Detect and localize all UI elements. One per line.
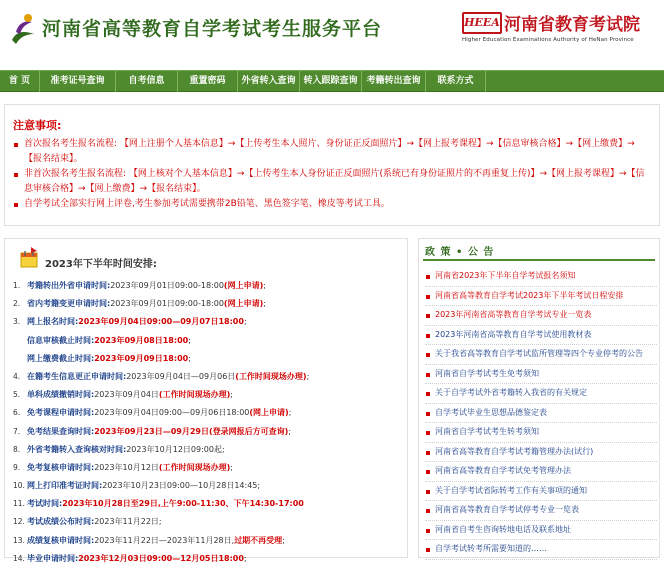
- news-link[interactable]: 2023年河南省高等教育自学考试使用教材表: [425, 326, 657, 346]
- schedule-row-value: 2023年09月01日09:00-18:00: [110, 281, 224, 290]
- schedule-row-number: 11.: [13, 499, 25, 509]
- brand-name: 河南省教育考试院: [504, 15, 640, 35]
- notice-item: 非首次报名考生报名流程: 【网上核对个人基本信息】→【上传考生本人身份证正反面照片(系统已有身份证照片的不再重复上传)】→【网上报考课程】→【信息审核合格】→【网上缴费】→【报名结束】。: [13, 167, 651, 197]
- schedule-panel: [4, 238, 408, 563]
- schedule-row-value: 2023年11月22日—2023年11月28日,: [94, 535, 235, 545]
- schedule-row-value: 2023年09月01日09:00-18:00: [110, 299, 224, 309]
- schedule-row-end: ;: [288, 408, 292, 418]
- schedule-row-number: 10.: [13, 481, 25, 491]
- nav-exam-info[interactable]: 自考信息: [116, 71, 178, 92]
- news-link[interactable]: 河南省高等教育自学考试考籍管理办法(试行): [425, 443, 657, 463]
- schedule-row: [13, 441, 407, 459]
- schedule-row: [13, 295, 407, 313]
- schedule-row-number: 6.: [13, 408, 21, 418]
- news-list: [425, 267, 657, 560]
- schedule-row-number: 7.: [13, 426, 21, 436]
- news-link[interactable]: 河南省高等教育自学考试2023年下半年考试日程安排: [425, 287, 657, 307]
- site-header: [0, 0, 664, 62]
- brand-subtitle: Higher Education Examinations Authority of HeNan Province: [462, 37, 634, 43]
- schedule-row: [13, 332, 407, 350]
- schedule-row-label: 免考结果查询时间:: [27, 426, 95, 436]
- news-link[interactable]: 关于自学考试外省考籍转入我省的有关规定: [425, 384, 657, 404]
- schedule-row-note: (工作时间现场办理): [158, 390, 231, 400]
- schedule-row: [13, 459, 407, 477]
- schedule-row: [13, 350, 407, 368]
- schedule-row-number: 13.: [13, 535, 25, 545]
- schedule-row-end: ;: [263, 299, 266, 309]
- news-link[interactable]: 河南省自考生咨询转地电话及联系地址: [425, 521, 657, 541]
- schedule-row-end: ;: [257, 481, 261, 491]
- schedule-row-note: 2023年10月28日至29日,上午9:00-11:30、下午14:30-17:00: [62, 499, 304, 509]
- schedule-row-end: ;: [230, 462, 233, 472]
- news-title: 政 策 • 公 告: [425, 247, 495, 258]
- schedule-row-number: 9.: [13, 462, 21, 472]
- news-link[interactable]: 河南省自学考试考生转考须知: [425, 423, 657, 443]
- schedule-row-note: 2023年12月03日09:00—12月05日18:00: [78, 553, 244, 563]
- schedule-row-label: 在籍考生信息更正申请时间:: [27, 371, 127, 381]
- news-link[interactable]: 关于我省高等教育自学考试监所管理等四个专业停考的公告: [425, 345, 657, 365]
- schedule-row-note: (网上申请): [223, 281, 264, 290]
- schedule-row-number: 3.: [13, 317, 21, 327]
- news-link[interactable]: 河南省高等教育自学考试免考管理办法: [425, 462, 657, 482]
- brand-logo: HEEA: [462, 12, 502, 34]
- schedule-row-note: 2023年09月09日18:00: [94, 353, 189, 363]
- news-link[interactable]: 关于自学考试省际转考工作有关事项的通知: [425, 482, 657, 502]
- schedule-row-label: 单科成绩撤销时间:: [27, 390, 95, 400]
- news-link[interactable]: 河南省高等教育自学考试停考专业一览表: [425, 501, 657, 521]
- schedule-row: [13, 313, 407, 331]
- schedule-row-note: (网上申请): [223, 299, 264, 309]
- schedule-row-value: 2023年09月04日: [94, 390, 159, 400]
- schedule-title: 2023年下半年时间安排:: [45, 259, 157, 270]
- schedule-row-end: ;: [263, 281, 266, 290]
- schedule-row-label: 考籍转出外省申请时间:: [27, 281, 111, 290]
- schedule-row-value: 2023年10月12日: [94, 462, 159, 472]
- schedule-row: [13, 532, 407, 550]
- news-panel: [418, 238, 660, 558]
- schedule-row-end: ;: [230, 390, 233, 400]
- schedule-row: [13, 368, 407, 386]
- notice-item: 首次报名考生报名流程: 【网上注册个人基本信息】→【上传考生本人照片、身份证正反面照片】→【网上报考课程】→【信息审核合格】→【网上缴费】→【报名结束】。: [13, 137, 651, 167]
- schedule-row-note: 2023年09月04日09:00—09月07日18:00: [78, 317, 244, 327]
- schedule-row-label: 外省考籍转入查询核对时间:: [27, 444, 127, 454]
- schedule-row-value: 2023年10月12日09:00起: [126, 444, 222, 454]
- schedule-row-end: ;: [221, 444, 225, 454]
- schedule-row: [13, 404, 407, 422]
- schedule-row-label: 成绩复核申请时间:: [27, 535, 95, 545]
- news-header: [423, 243, 655, 261]
- news-link[interactable]: 自学考试转考所需要知道的……: [425, 540, 657, 560]
- schedule-row-note: 2023年09月08日18:00: [94, 335, 189, 345]
- schedule-row-number: 8.: [13, 444, 21, 454]
- schedule-row-number: 2.: [13, 299, 21, 309]
- schedule-row-number: 14.: [13, 553, 25, 563]
- schedule-row: [13, 513, 407, 531]
- schedule-row-number: 4.: [13, 371, 21, 381]
- main-nav: [0, 70, 664, 92]
- brand-block: [462, 10, 662, 50]
- site-logo-icon: [8, 12, 38, 48]
- schedule-row-number: 12.: [13, 517, 25, 527]
- schedule-row: [13, 550, 407, 568]
- schedule-row-end: ;: [243, 317, 247, 327]
- news-link[interactable]: 2023年河南省高等教育自学考试专业一览表: [425, 306, 657, 326]
- site-title: 河南省高等教育自学考试考生服务平台: [42, 18, 383, 40]
- schedule-row: [13, 386, 407, 404]
- schedule-row-label: 省内考籍变更申请时间:: [27, 299, 111, 309]
- schedule-row-end: ;: [188, 353, 191, 363]
- schedule-row-end: ;: [282, 535, 285, 545]
- schedule-row-label: 考试成绩公布时间:: [27, 517, 95, 527]
- schedule-row-label: 免考复核申请时间:: [27, 462, 95, 472]
- nav-home[interactable]: 首 页: [0, 71, 40, 92]
- schedule-row-value: 2023年09月04日—09月06日: [126, 371, 236, 381]
- schedule-row-label: 信息审核截止时间:: [27, 335, 95, 345]
- nav-reset-password[interactable]: 重置密码: [178, 71, 238, 92]
- schedule-row-label: 免考课程申请时间:: [27, 408, 95, 418]
- schedule-row-note: 过期不再受理: [234, 535, 283, 545]
- schedule-row-end: ;: [243, 553, 247, 563]
- notice-item: 自学考试全部实行网上评卷,考生参加考试需要携带2B铅笔、黑色签字笔、橡皮等考试工具。: [13, 197, 651, 212]
- schedule-row-number: 1.: [13, 281, 21, 290]
- nav-contact[interactable]: 联系方式: [426, 71, 486, 92]
- schedule-row-value: 2023年09月04日09:00—09月06日18:00: [94, 408, 250, 418]
- news-link[interactable]: 河南省自学考试考生免考须知: [425, 365, 657, 385]
- schedule-row-end: ;: [158, 517, 162, 527]
- schedule-row-note: (工作时间现场办理): [235, 371, 307, 381]
- schedule-row-note: (网上申请): [249, 408, 289, 418]
- schedule-row-label: 毕业申请时间:: [27, 553, 79, 563]
- schedule-row-note: (工作时间现场办理): [158, 462, 231, 472]
- schedule-row-label: 考试时间:: [27, 499, 63, 509]
- schedule-row-value: 2023年10月23日09:00—10月28日14:45: [102, 481, 258, 491]
- schedule-row-note: 2023年09月23日—09月29日(登录网报后方可查询): [94, 426, 289, 436]
- nav-transfer-in-query[interactable]: 外省转入查询: [238, 71, 300, 92]
- schedule-row: [13, 423, 407, 441]
- schedule-row-end: ;: [306, 371, 310, 381]
- notice-panel: [4, 104, 660, 226]
- calendar-icon: [19, 247, 39, 269]
- schedule-row-label: 网上缴费截止时间:: [27, 353, 95, 363]
- nav-ticket-number-query[interactable]: 准考证号查询: [40, 71, 116, 92]
- schedule-row-number: 5.: [13, 390, 21, 400]
- schedule-row: [13, 277, 407, 295]
- schedule-row: [13, 495, 407, 513]
- news-link[interactable]: 河南省2023年下半年自学考试报名须知: [425, 267, 657, 287]
- nav-transfer-out-query[interactable]: 考籍转出查询: [362, 71, 426, 92]
- schedule-list: [13, 277, 407, 568]
- schedule-row-label: 网上报名时间:: [27, 317, 79, 327]
- schedule-row-end: ;: [288, 426, 292, 436]
- schedule-row-end: ;: [188, 335, 191, 345]
- schedule-row: [13, 477, 407, 495]
- schedule-row-label: 网上打印准考证时间:: [27, 481, 103, 491]
- news-link[interactable]: 自学考试毕业生思想品德鉴定表: [425, 404, 657, 424]
- notice-title: 注意事项:: [13, 119, 62, 132]
- nav-transfer-tracking[interactable]: 转入跟踪查询: [300, 71, 362, 92]
- schedule-row-value: 2023年11月22日: [94, 517, 159, 527]
